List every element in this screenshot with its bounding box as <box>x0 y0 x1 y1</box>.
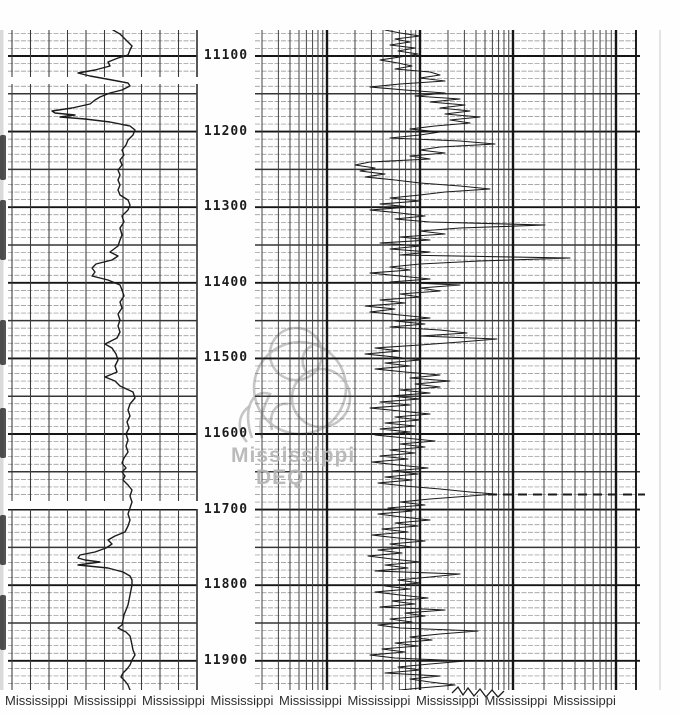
footer-watermark-text: Mississippi <box>484 693 548 708</box>
depth-label: 11500 <box>203 350 249 366</box>
depth-label: 11100 <box>203 48 249 63</box>
watermark-deq: DEQ <box>256 466 305 489</box>
depth-label: 11400 <box>203 274 249 290</box>
horizontal-gridlines <box>8 33 640 683</box>
footer-watermark-text: Mississippi <box>347 693 411 708</box>
footer-watermark-text: Mississippi <box>5 693 68 708</box>
footer-watermark-text: Mississippi <box>73 693 137 708</box>
depth-label: 11700 <box>203 501 249 517</box>
depth-label: 11800 <box>203 577 249 593</box>
scan-gap-band <box>0 501 198 509</box>
depth-label: 11600 <box>203 426 249 441</box>
footer-watermark-text: Mississippi <box>210 693 274 708</box>
watermark-mississippi: Mississippi <box>231 444 356 467</box>
footer-watermark-text: Mississippi <box>416 693 479 708</box>
footer-watermark-text: Mississippi <box>142 693 205 708</box>
depth-label: 11200 <box>203 123 249 139</box>
footer-watermark-text: Mississippi <box>279 693 342 708</box>
footer-watermark-text: Mississippi <box>553 693 616 708</box>
depth-label: 11300 <box>203 199 249 215</box>
depth-label: 11900 <box>203 652 249 668</box>
